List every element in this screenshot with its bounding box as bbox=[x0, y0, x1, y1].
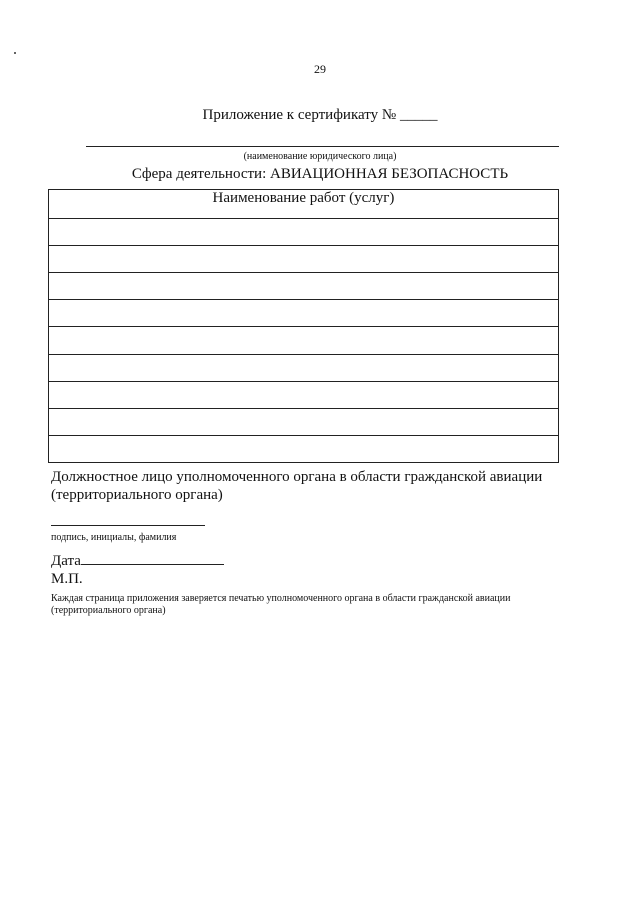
table-row bbox=[49, 408, 559, 435]
table-cell bbox=[49, 435, 559, 462]
works-table bbox=[48, 189, 559, 463]
date-row bbox=[51, 550, 224, 570]
works-table-header-row bbox=[49, 190, 559, 219]
scope-of-activity: Сфера деятельности: АВИАЦИОННАЯ БЕЗОПАСНОСТЬ bbox=[131, 166, 509, 182]
table-cell bbox=[49, 300, 559, 327]
date-label: Дата bbox=[51, 553, 81, 569]
scan-speck bbox=[14, 52, 16, 54]
table-row bbox=[49, 327, 559, 354]
works-table-header: Наименование работ (услуг) bbox=[49, 190, 559, 219]
table-cell bbox=[49, 219, 559, 246]
stamp-label: М.П. bbox=[51, 571, 83, 587]
appendix-title: Приложение к сертификату № _____ bbox=[202, 107, 438, 123]
official-label: Должностное лицо уполномоченного органа в области гражданской авиации (территориального органа) bbox=[51, 469, 543, 503]
table-row bbox=[49, 246, 559, 273]
legal-entity-name-caption: (наименование юридического лица) bbox=[243, 151, 397, 162]
table-row bbox=[49, 273, 559, 300]
table-cell bbox=[49, 327, 559, 354]
table-cell bbox=[49, 408, 559, 435]
table-row bbox=[49, 219, 559, 246]
table-row bbox=[49, 354, 559, 381]
page-number: 29 bbox=[314, 62, 326, 76]
table-cell bbox=[49, 354, 559, 381]
table-row bbox=[49, 381, 559, 408]
table-cell bbox=[49, 273, 559, 300]
table-row bbox=[49, 435, 559, 462]
signature-caption: подпись, инициалы, фамилия bbox=[51, 532, 177, 543]
table-row bbox=[49, 300, 559, 327]
legal-entity-name-line bbox=[86, 146, 559, 147]
table-cell bbox=[49, 246, 559, 273]
table-cell bbox=[49, 381, 559, 408]
date-line bbox=[81, 550, 224, 565]
signature-line bbox=[51, 525, 205, 526]
footer-note: Каждая страница приложения заверяется печатью уполномоченного органа в области гражданской авиации (территориального органа) bbox=[51, 593, 511, 616]
